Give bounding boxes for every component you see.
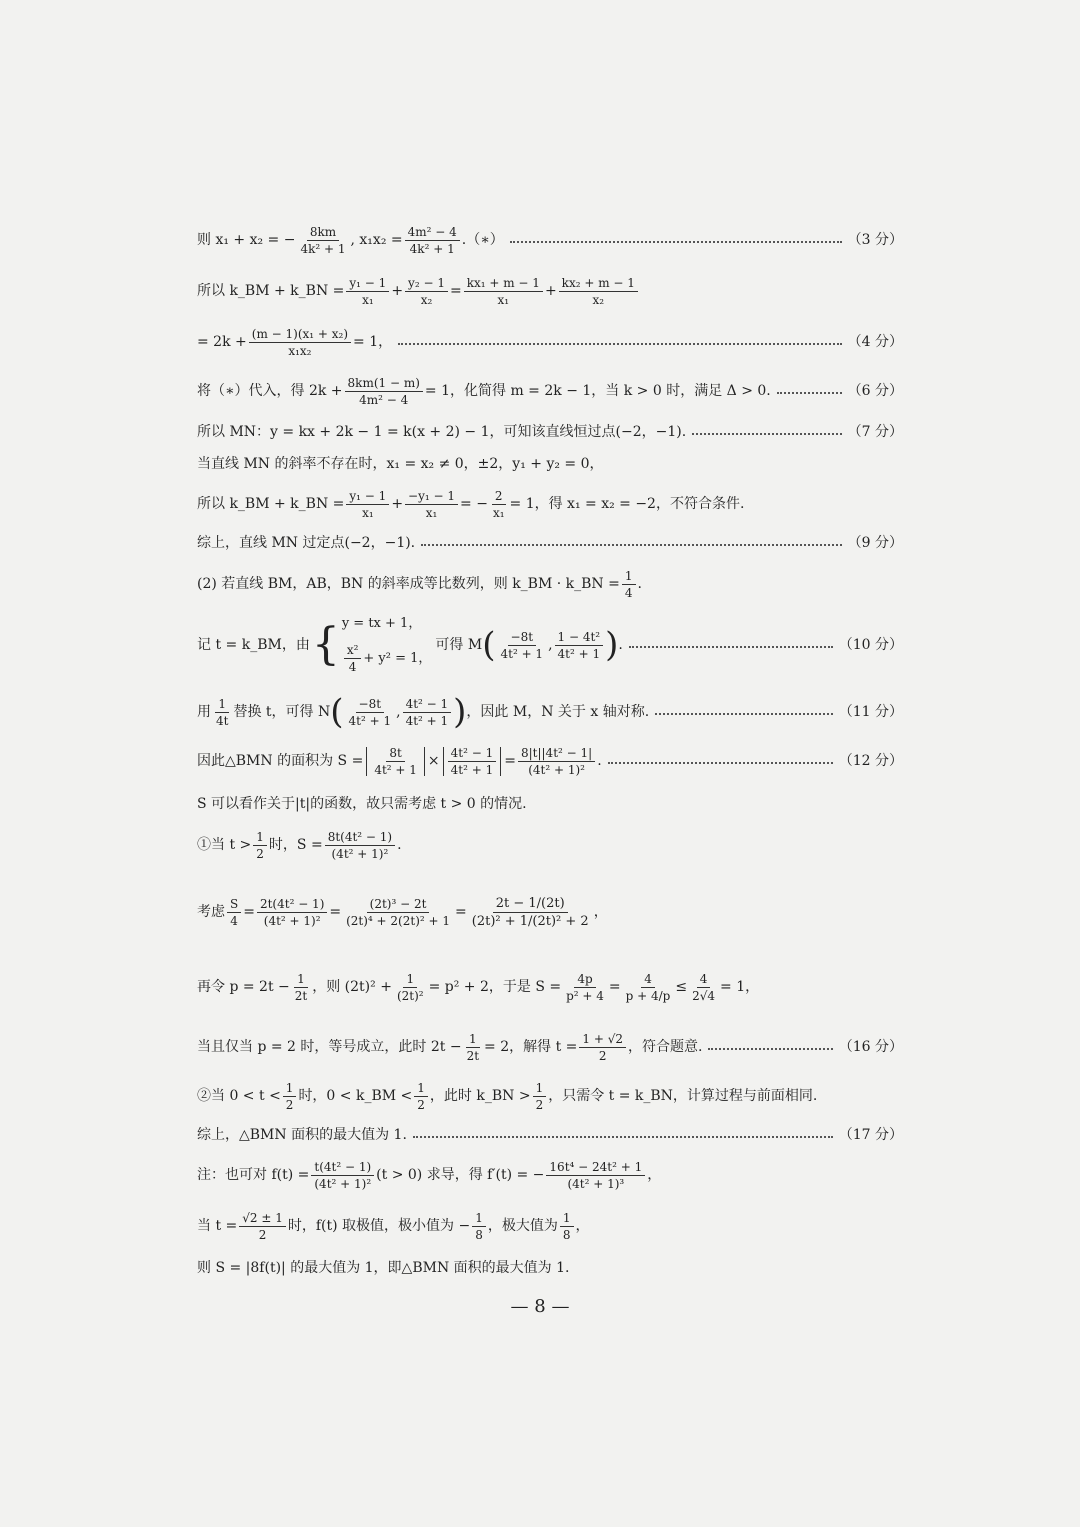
text: 用 — [197, 704, 211, 720]
text: 当 t = — [197, 1218, 238, 1234]
text: 注：也可对 f(t) = — [197, 1167, 310, 1183]
fraction: $\frac{8km(1 - m)}{\text{4m² − 4}}$ — [345, 377, 423, 406]
fraction: $\frac{1}{2}$ — [533, 1082, 547, 1111]
fraction: $\frac{2t - 1/(2t)}{\text{(2t)² + 1/(2t)² + 2}}$ — [471, 895, 589, 929]
text: ②当 0 < t < — [197, 1088, 281, 1104]
text: ①当 t > — [197, 837, 252, 853]
text: 考虑 — [197, 904, 225, 920]
text: ，此时 k_BN > — [429, 1088, 531, 1104]
text: , x₁x₂ = — [350, 232, 403, 248]
text: .（∗） — [461, 232, 504, 248]
fraction: $\frac{1}{2}$ — [253, 831, 267, 860]
fraction: $\frac{\text{16t⁴ − 24t² + 1}}{\text{(4t² + 1)³}}$ — [546, 1161, 645, 1190]
brace-glyph: { — [311, 619, 340, 670]
score-label: （10 分） — [838, 637, 903, 653]
fraction: $\frac{\text{4t² − 1}}{\text{4t² + 1}}$ — [448, 747, 497, 776]
solution-line-3 — [197, 324, 903, 360]
solution-line-5 — [197, 422, 903, 442]
dotted-leader — [413, 1136, 833, 1138]
solution-line-19 — [197, 1125, 903, 1145]
text: ，只需令 t = k_BN，计算过程与前面相同. — [548, 1088, 818, 1104]
text: 所以 k_BM + k_BN = — [197, 496, 345, 512]
fraction: $\frac{1 + √2}{2}$ — [579, 1033, 626, 1062]
fraction: $\frac{8km}{\text{4k² + 1}}$ — [300, 224, 346, 256]
text: = 1，化简得 m = 2k − 1，当 k > 0 时，满足 Δ > 0. — [424, 383, 771, 399]
dotted-leader — [629, 646, 833, 648]
solution-line-15: 考虑 $\frac{S}{4}$ = $\frac{\text{2t(4t² − 1)}}{\text{(4t² + 1)²}}$ = $\frac{\text{(2t)³ − 2t}}{\text{(2t)⁴ + 2(2t)² + 1}}$ = $\frac{2t - 1/(2t)}{\text{(2t)² + 1/(2t)² + 2}}$ ， — [197, 895, 608, 929]
solution-line-16: 再令 p = 2t − $\frac{1}{2t}$ ，则 (2t)² + $\frac{1}{\text{(2t)²}}$ = p² + 2，于是 S = $\frac{4p}{\text{p² + 4}}$ = $\frac{4}{p + 4/p}$ ≤ $\frac{4}{2√4}$ = 1， — [197, 971, 760, 1003]
text: S 可以看作关于|t|的函数，故只需考虑 t > 0 的情况. — [197, 796, 527, 812]
equation-system: y = tx + 1， $\frac{\text{x²}}{4}$ + y² = 1， — [341, 616, 432, 674]
text: 因此△BMN 的面积为 S = — [197, 753, 364, 769]
solution-line-2: 所以 k_BM + k_BN = $\frac{\text{y₁ − 1}}{\text{x₁}}$ + $\frac{\text{y₂ − 1}}{\text{x₂}}$ = $\frac{\text{kx₁ + m − 1}}{\text{x₁}}$ + $\frac{\text{kx₂ + m − 1}}{\text{x₂}}$ — [197, 273, 903, 309]
text: 所以 k_BM + k_BN = — [197, 283, 345, 299]
dotted-leader — [708, 1048, 832, 1050]
text: ，则 (2t)² + — [312, 979, 392, 995]
text: 时，f(t) 取极值，极小值为 − — [287, 1218, 471, 1234]
score-label: （4 分） — [847, 334, 903, 350]
text: 再令 p = 2t − — [197, 979, 290, 995]
score-label: （9 分） — [847, 535, 903, 551]
fraction: $\frac{1}{2t}$ — [466, 1031, 480, 1063]
score-label: （3 分） — [847, 232, 903, 248]
score-label: （16 分） — [838, 1039, 903, 1055]
solution-line-10: 记 t = k_BM，由 { y = tx + 1， $\frac{\text{x²}}{4}$ + y² = 1， 可得 M ( $\frac{-8t}{\text{4t² + 1}}$ , $\frac{\text{1 − 4t²}}{\text{4t² + 1}}$ ) . （10 分） — [197, 616, 903, 674]
text: 综上，直线 MN 过定点(−2，−1). — [197, 535, 416, 551]
solution-line-17 — [197, 1028, 903, 1066]
fraction: $\frac{\text{8t(4t² − 1)}}{\text{(4t² + 1)²}}$ — [325, 831, 395, 860]
text: = 2k + — [197, 334, 247, 350]
solution-line-4 — [197, 373, 903, 409]
fraction: $\frac{\text{(m − 1)(x₁ + x₂)}}{\text{x₁x₂}}$ — [249, 328, 351, 357]
solution-line-14: ①当 t > $\frac{1}{2}$ 时，S = $\frac{\text{8t(4t² − 1)}}{\text{(4t² + 1)²}}$ . — [197, 829, 402, 861]
text: (2) 若直线 BM，AB，BN 的斜率成等比数列，则 k_BM · k_BN = — [197, 576, 620, 592]
absolute-value — [443, 747, 502, 776]
score-label: （11 分） — [838, 704, 903, 720]
text: . — [637, 576, 642, 592]
solution-line-6 — [197, 454, 903, 474]
text: 将（∗）代入，得 2k + — [197, 383, 343, 399]
fraction: $\frac{\text{2t(4t² − 1)}}{\text{(4t² + 1)²}}$ — [257, 898, 327, 927]
text: 替换 t，可得 N — [233, 704, 331, 720]
fraction: $\frac{\text{kx₁ + m − 1}}{\text{x₁}}$ — [464, 277, 543, 306]
dotted-leader — [398, 343, 842, 345]
text: 综上，△BMN 面积的最大值为 1. — [197, 1127, 407, 1143]
solution-line-13 — [197, 794, 903, 814]
fraction: $\frac{4}{p + 4/p}$ — [625, 971, 671, 1003]
fraction: $\frac{1}{\text{(2t)²}}$ — [396, 971, 424, 1003]
fraction: $\frac{\text{x²}}{4}$ — [344, 644, 362, 673]
fraction: $\frac{\text{y₁ − 1}}{\text{x₁}}$ — [346, 277, 389, 306]
dotted-leader — [777, 392, 842, 394]
solution-line-1 — [197, 222, 903, 258]
fraction: $\frac{8t}{\text{4t² + 1}}$ — [374, 745, 417, 777]
text: 记 t = k_BM，由 — [197, 637, 310, 653]
fraction: $\frac{S}{4}$ — [227, 898, 241, 927]
solution-line-7: 所以 k_BM + k_BN = $\frac{\text{y₁ − 1}}{\text{x₁}}$ + $\frac{\text{−y₁ − 1}}{\text{x₁}}$ = − $\frac{2}{\text{x₁}}$ = 1，得 x₁ = x₂ = −2，不符合条件. — [197, 488, 745, 520]
text: 当直线 MN 的斜率不存在时，x₁ = x₂ ≠ 0，±2，y₁ + y₂ = 0， — [197, 456, 604, 472]
text: (t > 0) 求导，得 f′(t) = − — [376, 1167, 545, 1183]
dotted-leader — [692, 433, 841, 435]
fraction: $\frac{1}{8}$ — [472, 1212, 486, 1241]
solution-line-11: 用 $\frac{1}{4t}$ 替换 t，可得 N ( $\frac{-8t}{\text{4t² + 1}}$ , $\frac{\text{4t² − 1}}{\text{4t² + 1}}$ ) ，因此 M，N 关于 x 轴对称. （11 分） — [197, 692, 903, 732]
fraction: $\frac{\text{1 − 4t²}}{\text{4t² + 1}}$ — [555, 631, 604, 660]
text: ，极大值为 — [487, 1218, 558, 1234]
fraction: $\frac{\text{t(4t² − 1)}}{\text{(4t² + 1)²}}$ — [311, 1161, 374, 1190]
fraction: $\frac{1}{8}$ — [560, 1212, 574, 1241]
solution-line-9 — [197, 566, 903, 602]
text: 时，0 < k_BM < — [298, 1088, 413, 1104]
solution-line-8 — [197, 533, 903, 553]
score-label: （7 分） — [847, 424, 903, 440]
fraction: $\frac{√2 \pm 1}{2}$ — [239, 1212, 286, 1241]
fraction: $\frac{4p}{\text{p² + 4}}$ — [566, 971, 604, 1003]
fraction: $\frac{1}{2}$ — [283, 1082, 297, 1111]
dotted-leader — [510, 241, 842, 243]
fraction: $\frac{\text{y₁ − 1}}{\text{x₁}}$ — [346, 490, 389, 519]
text: = 2，解得 t = — [484, 1039, 578, 1055]
score-label: （6 分） — [847, 383, 903, 399]
solution-line-18 — [197, 1077, 903, 1115]
dotted-leader — [655, 713, 833, 715]
fraction: $\frac{\text{kx₂ + m − 1}}{\text{x₂}}$ — [559, 277, 638, 306]
fraction: $\frac{-8t}{\text{4t² + 1}}$ — [500, 629, 544, 661]
text: = p² + 2，于是 S = — [428, 979, 562, 995]
fraction: $\frac{\text{−y₁ − 1}}{\text{x₁}}$ — [405, 490, 458, 519]
fraction: $\frac{-8t}{\text{4t² + 1}}$ — [348, 696, 392, 728]
dotted-leader — [608, 762, 833, 764]
fraction: $\frac{\text{4m² − 4}}{\text{4k² + 1}}$ — [405, 226, 460, 255]
fraction: $\frac{4}{2√4}$ — [692, 971, 716, 1003]
text: ，符合题意. — [628, 1039, 703, 1055]
fraction: $\frac{\text{4t² − 1}}{\text{4t² + 1}}$ — [403, 698, 452, 727]
solution-line-20: 注：也可对 f(t) = $\frac{\text{t(4t² − 1)}}{\text{(4t² + 1)²}}$ (t > 0) 求导，得 f′(t) = − $\frac{\text{16t⁴ − 24t² + 1}}{\text{(4t² + 1)³}}$ ， — [197, 1159, 662, 1191]
text: 则 x₁ + x₂ = − — [197, 232, 296, 248]
text: 所以 MN：y = kx + 2k − 1 = k(x + 2) − 1，可知该直线恒过点(−2，−1). — [197, 424, 687, 440]
solution-line-21: 当 t = $\frac{√2 \pm 1}{2}$ 时，f(t) 取极值，极小值为 − $\frac{1}{8}$ ，极大值为 $\frac{1}{8}$ ， — [197, 1210, 590, 1242]
fraction: $\frac{1}{4t}$ — [216, 696, 229, 728]
text: = 1， — [353, 334, 393, 350]
fraction: $\frac{\text{y₂ − 1}}{\text{x₂}}$ — [405, 277, 448, 306]
fraction: $\frac{1}{4}$ — [622, 570, 636, 599]
page-number: — 8 — — [510, 1296, 570, 1317]
fraction: $\frac{2}{\text{x₁}}$ — [492, 488, 505, 520]
fraction: $\frac{1}{2}$ — [414, 1082, 428, 1111]
dotted-leader — [421, 544, 842, 546]
fraction: $\frac{\text{(2t)³ − 2t}}{\text{(2t)⁴ + 2(2t)² + 1}}$ — [346, 896, 451, 928]
absolute-value — [366, 747, 425, 776]
solution-line-22 — [197, 1258, 903, 1278]
score-label: （17 分） — [838, 1127, 903, 1143]
text: 可得 M — [435, 637, 483, 653]
fraction: $\frac{\text{8|t||4t² − 1|}}{\text{(4t² + 1)²}}$ — [518, 747, 595, 776]
text: ，因此 M，N 关于 x 轴对称. — [466, 704, 650, 720]
text: = 1，得 x₁ = x₂ = −2，不符合条件. — [509, 496, 745, 512]
text: 则 S = |8f(t)| 的最大值为 1，即△BMN 面积的最大值为 1. — [197, 1260, 570, 1276]
text: 当且仅当 p = 2 时，等号成立，此时 2t − — [197, 1039, 462, 1055]
score-label: （12 分） — [838, 753, 903, 769]
text: 时，S = — [268, 837, 323, 853]
fraction: $\frac{1}{2t}$ — [294, 971, 308, 1003]
solution-line-12: 因此△BMN 的面积为 S = $\frac{8t}{\text{4t² + 1}}$ × $\frac{\text{4t² − 1}}{\text{4t² + 1}}$ = $\frac{\text{8|t||4t² − 1|}}{\text{(4t² + 1)²}}$ . （12 分） — [197, 745, 903, 777]
